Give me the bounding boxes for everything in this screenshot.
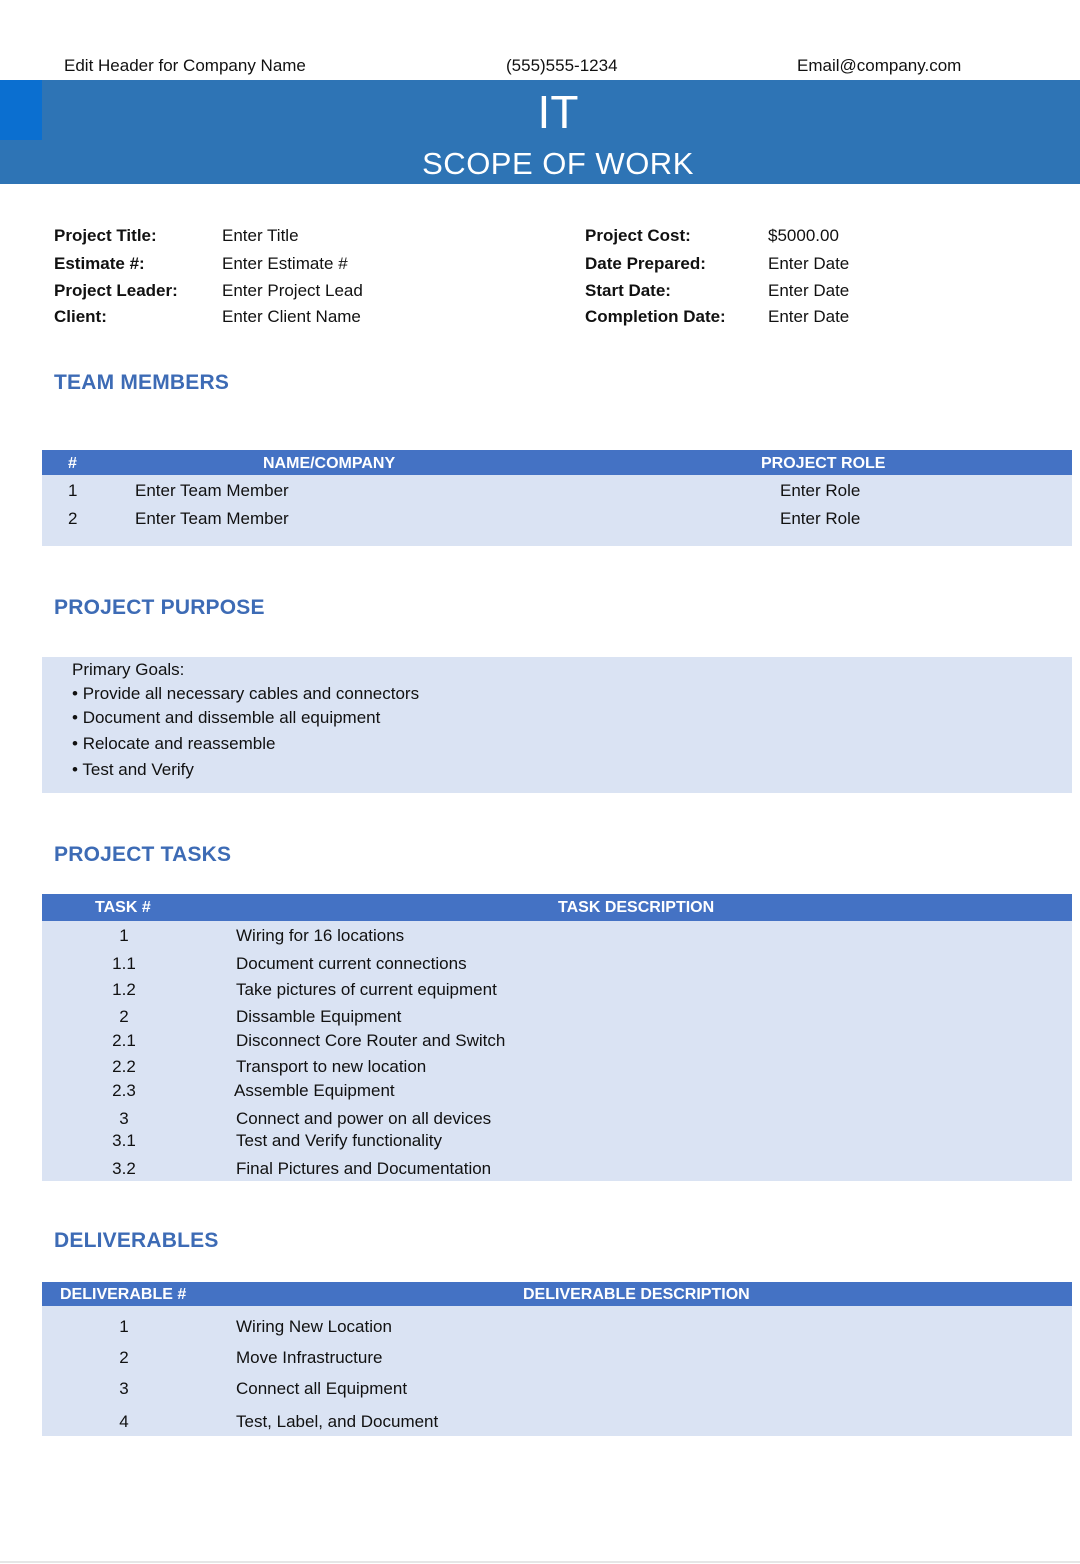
deliverable-desc: Test, Label, and Document	[236, 1412, 439, 1431]
banner-subtitle: SCOPE OF WORK	[422, 146, 694, 181]
team-row-role: Enter Role	[780, 481, 861, 500]
tasks-col-desc: TASK DESCRIPTION	[558, 899, 715, 916]
list-item: • Test and Verify	[72, 760, 194, 779]
deliverable-desc: Move Infrastructure	[236, 1348, 383, 1367]
team-row-num: 1	[68, 481, 78, 500]
task-desc: Document current connections	[236, 954, 467, 973]
team-members-heading: TEAM MEMBERS	[54, 371, 230, 394]
project-purpose-box	[42, 657, 1072, 793]
project-purpose-heading: PROJECT PURPOSE	[54, 596, 265, 619]
company-name: Edit Header for Company Name	[64, 56, 306, 75]
company-phone: (555)555-1234	[506, 56, 618, 75]
team-table-header	[42, 450, 1072, 475]
team-col-num: #	[68, 455, 77, 472]
page-bottom-divider	[0, 1561, 1080, 1563]
info-value-estimate: Enter Estimate #	[222, 254, 348, 273]
list-item: • Relocate and reassemble	[72, 734, 276, 753]
deliverable-num: 3	[119, 1379, 129, 1398]
deliverables-col-desc: DELIVERABLE DESCRIPTION	[523, 1286, 750, 1303]
team-row-name: Enter Team Member	[135, 481, 289, 500]
task-num: 3.1	[112, 1131, 136, 1150]
task-num: 2	[119, 1007, 129, 1026]
info-label-client: Client:	[54, 307, 107, 326]
info-value-client: Enter Client Name	[222, 307, 361, 326]
task-desc: Take pictures of current equipment	[236, 980, 497, 999]
info-value-project-cost: $5000.00	[768, 226, 839, 245]
info-label-project-cost: Project Cost:	[585, 226, 691, 245]
deliverables-heading: DELIVERABLES	[54, 1229, 219, 1252]
deliverables-table-header	[42, 1282, 1072, 1306]
purpose-bullet-text: Test and Verify	[82, 760, 194, 779]
info-value-start-date: Enter Date	[768, 281, 850, 300]
task-num: 1.1	[112, 954, 136, 973]
task-desc: Connect and power on all devices	[236, 1109, 492, 1128]
deliverables-col-num: DELIVERABLE #	[60, 1286, 187, 1303]
task-num: 3.2	[112, 1159, 136, 1178]
info-label-completion-date: Completion Date:	[585, 307, 726, 326]
deliverable-num: 1	[119, 1317, 129, 1336]
purpose-bullet-text: Document and dissemble all equipment	[82, 708, 381, 727]
list-item: • Document and dissemble all equipment	[72, 708, 381, 727]
info-label-project-title: Project Title:	[54, 226, 157, 245]
team-row-num: 2	[68, 509, 78, 528]
purpose-bullet-text: Relocate and reassemble	[82, 734, 276, 753]
task-num: 3	[119, 1109, 129, 1128]
task-num: 1.2	[112, 980, 136, 999]
info-label-project-leader: Project Leader:	[54, 281, 178, 300]
list-item: • Provide all necessary cables and connectors	[72, 684, 420, 703]
deliverable-desc: Connect all Equipment	[236, 1379, 408, 1398]
task-desc: Dissamble Equipment	[236, 1007, 402, 1026]
deliverable-num: 2	[119, 1348, 129, 1367]
team-col-role: PROJECT ROLE	[761, 455, 886, 472]
tasks-col-num: TASK #	[95, 899, 151, 916]
deliverables-table	[42, 1282, 1072, 1436]
task-num: 2.1	[112, 1031, 136, 1050]
purpose-bullet-text: Provide all necessary cables and connectors	[82, 684, 420, 703]
deliverable-desc: Wiring New Location	[236, 1317, 392, 1336]
task-desc: Assemble Equipment	[234, 1081, 395, 1100]
team-members-table	[42, 450, 1072, 546]
info-label-date-prepared: Date Prepared:	[585, 254, 706, 273]
task-desc: Wiring for 16 locations	[236, 926, 405, 945]
company-email: Email@company.com	[797, 56, 962, 75]
tasks-table-header	[42, 894, 1072, 921]
purpose-intro: Primary Goals:	[72, 660, 185, 679]
info-value-project-title: Enter Title	[222, 226, 299, 245]
task-desc: Final Pictures and Documentation	[236, 1159, 492, 1178]
info-value-completion-date: Enter Date	[768, 307, 850, 326]
task-num: 2.2	[112, 1057, 136, 1076]
banner-title: IT	[537, 86, 579, 138]
team-col-name: NAME/COMPANY	[263, 455, 396, 472]
project-tasks-table	[42, 894, 1072, 1181]
task-desc: Test and Verify functionality	[236, 1131, 443, 1150]
team-row-role: Enter Role	[780, 509, 861, 528]
task-num: 1	[119, 926, 129, 945]
task-desc: Transport to new location	[236, 1057, 427, 1076]
project-tasks-heading: PROJECT TASKS	[54, 843, 232, 866]
deliverable-num: 4	[119, 1412, 129, 1431]
info-label-estimate: Estimate #:	[54, 254, 145, 273]
task-desc: Disconnect Core Router and Switch	[236, 1031, 506, 1050]
info-label-start-date: Start Date:	[585, 281, 671, 300]
task-num: 2.3	[112, 1081, 136, 1100]
info-value-project-leader: Enter Project Lead	[222, 281, 363, 300]
team-row-name: Enter Team Member	[135, 509, 289, 528]
info-value-date-prepared: Enter Date	[768, 254, 850, 273]
